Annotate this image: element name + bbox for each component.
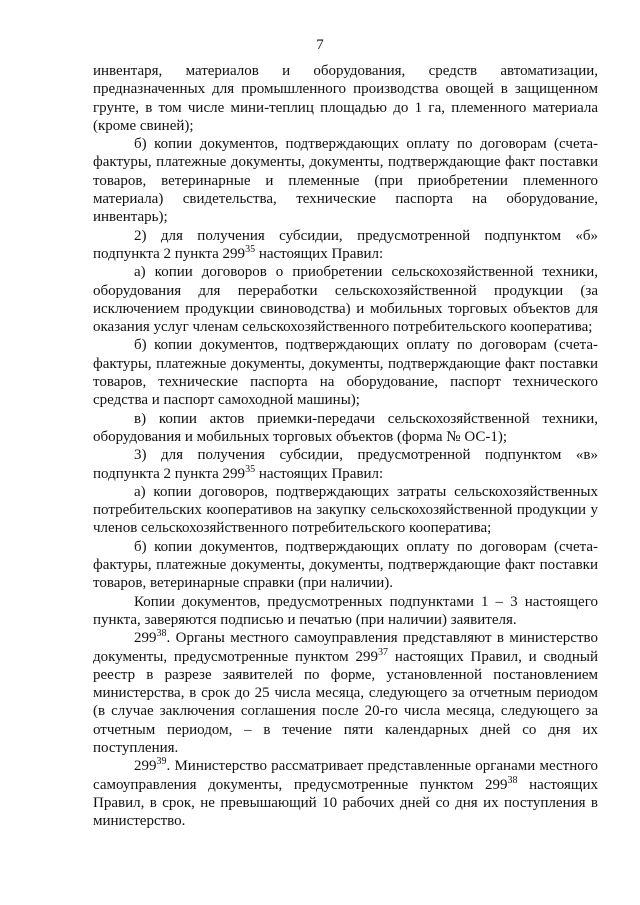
paragraph-text: . Министерство рассматривает представленные органами местного самоуправления документы, предусмотренные пунктом 299 [93,758,598,793]
paragraph [93,629,598,757]
paragraph-text: 299 [134,630,157,647]
paragraph-text: Копии документов, предусмотренных подпунктами 1 – 3 настоящего пункта, заверяются подписью и печатью (при наличии) заявителя. [93,593,598,628]
paragraph-text: настоящих Правил, и сводный реестр в разрезе заявителей по форме, установленной постановлением министерства, в срок до 25 числа месяца, следующего за отчетным периодом (в случае заключения соглашения после 20-го числа месяца, следующего за отчетным периодом, – в течение пяти календарных дней со дня их поступления. [93,648,598,756]
paragraph-text: 299 [134,758,157,775]
paragraph [93,410,598,447]
paragraph [93,757,598,830]
paragraph-text: б) копии документов, подтверждающих оплату по договорам (счета-фактуры, платежные документы, документы, подтверждающие факт поставки товаров, ветеринарные справки (при наличии). [93,538,598,592]
document-body [93,62,598,830]
paragraph [93,483,598,538]
paragraph-text: 3) для получения субсидии, предусмотренной подпунктом «в» подпункта 2 пункта 299 [93,447,598,482]
paragraph [93,446,598,483]
superscript: 38 [507,774,518,786]
page-number: 7 [316,37,324,53]
paragraph-text: б) копии документов, подтверждающих оплату по договорам (счета-фактуры, платежные документы, документы, подтверждающие факт поставки товаров, ветеринарные и племенные (при приобретении племенного материала) свидетельства, технические паспорта на оборудование, инвентарь); [93,136,598,226]
superscript: 39 [156,756,167,768]
paragraph [93,62,598,135]
paragraph-text: 2) для получения субсидии, предусмотренной подпунктом «б» подпункта 2 пункта 299 [93,227,598,262]
paragraph-text: настоящих Правил, в срок, не превышающий 10 рабочих дней со дня их поступления в министерство. [93,776,598,830]
paragraph [93,538,598,593]
paragraph [93,336,598,409]
paragraph [93,593,598,630]
paragraph [93,263,598,336]
paragraph-text: . Органы местного самоуправления представляют в министерство документы, предусмотренные пунктом 299 [93,630,598,665]
paragraph-text: в) копии актов приемки-передачи сельскохозяйственной техники, оборудования и мобильных торговых объектов (форма № ОС-1); [93,410,598,445]
paragraph-text: настоящих Правил: [255,465,384,482]
superscript: 38 [156,628,167,640]
paragraph-text: инвентаря, материалов и оборудования, средств автоматизации, предназначенных для промышленного производства овощей в защищенном грунте, в том числе мини-теплиц площадью до 1 га, племенного материала (кроме свиней); [93,63,598,134]
paragraph [93,135,598,226]
paragraph-text: а) копии договоров о приобретении сельскохозяйственной техники, оборудования для переработки сельскохозяйственной продукции (за исключением продукции свиноводства) и мобильных торговых объектов для оказания услуг членам сельскохозяйственного потребительского кооператива; [93,264,598,336]
superscript: 35 [245,243,256,255]
paragraph [93,227,598,264]
paragraph-text: б) копии документов, подтверждающих оплату по договорам (счета-фактуры, платежные документы, документы, подтверждающие факт поставки товаров, технические паспорта на оборудование, паспорт технического средства и паспорт самоходной машины); [93,337,598,409]
paragraph-text: настоящих Правил: [255,245,384,262]
superscript: 37 [378,646,388,658]
superscript: 35 [245,463,256,475]
paragraph-text: а) копии договоров, подтверждающих затраты сельскохозяйственных потребительских кооперативов на закупку сельскохозяйственной продукции у членов сельскохозяйственного потребительского кооператива; [93,483,598,537]
